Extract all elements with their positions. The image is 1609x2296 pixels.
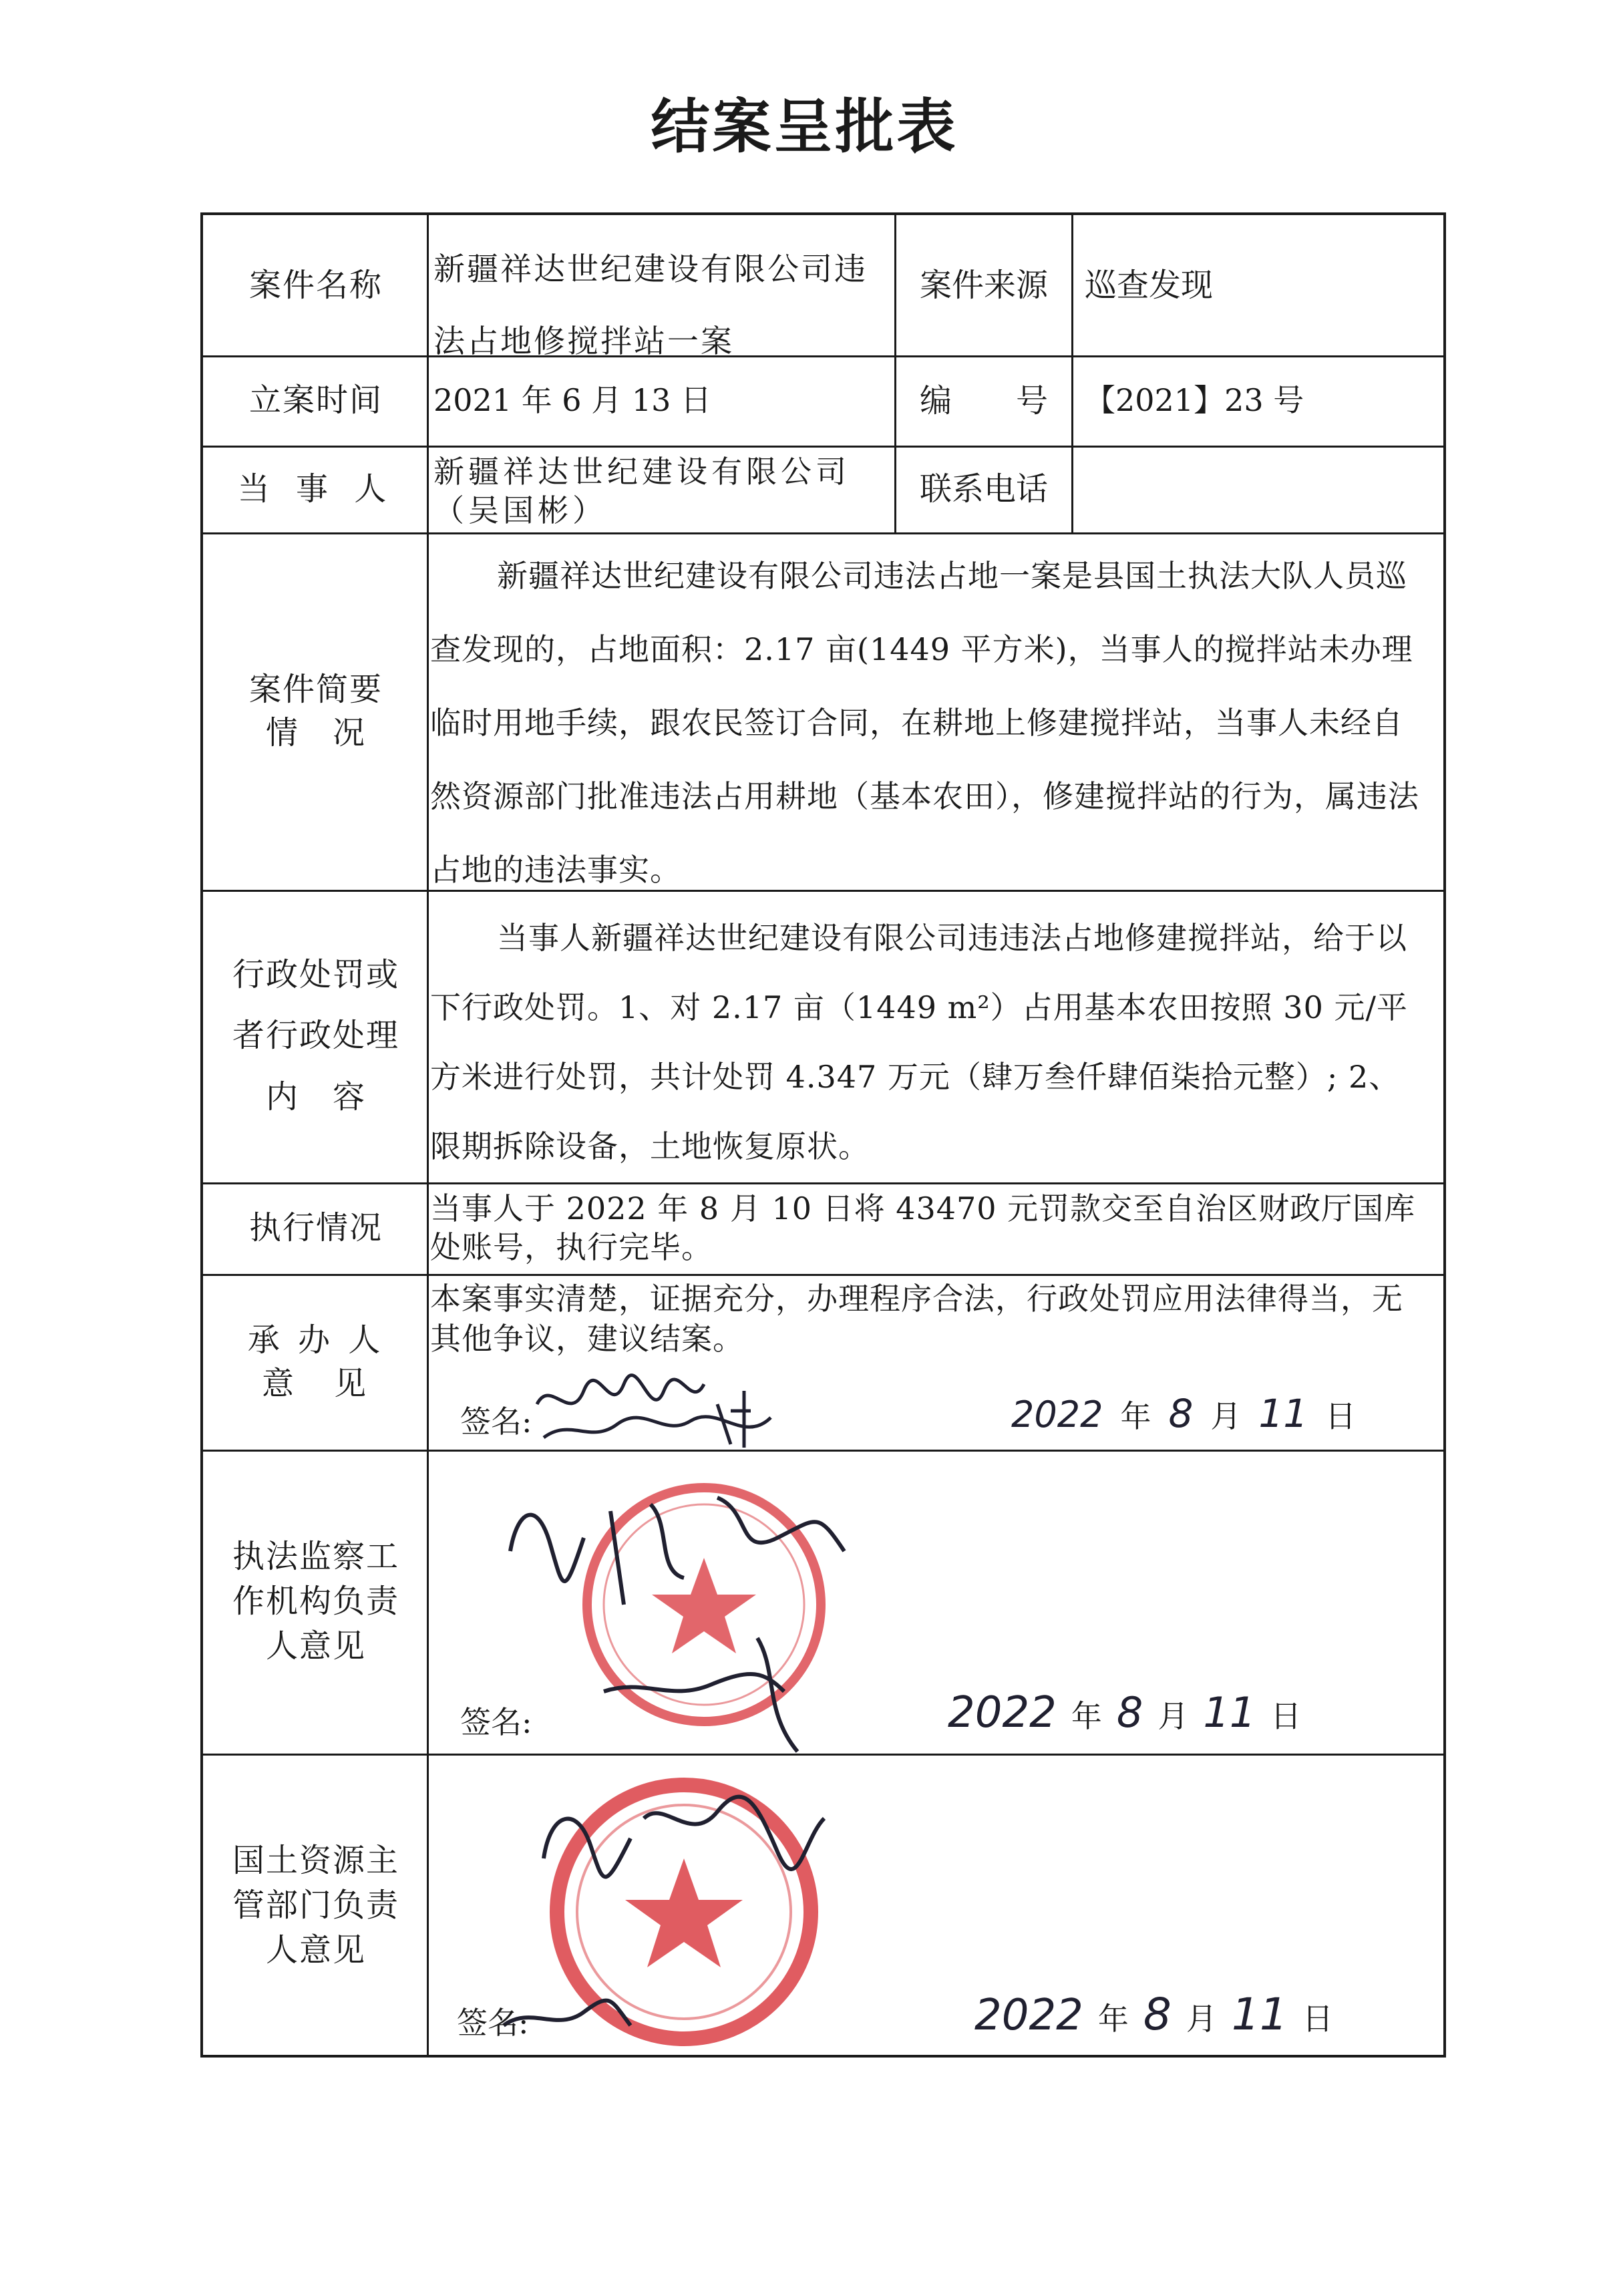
handler-date (1011, 1391, 1356, 1436)
summary-label-line: 案件简要 (248, 670, 383, 708)
handler-date-year: 2022 (1011, 1393, 1103, 1436)
supervision-sign-label: 签名: (460, 1704, 532, 1740)
handler-signature-icon (530, 1364, 811, 1451)
penalty-label-line: 内 容 (265, 1078, 366, 1116)
execution-label: 执行情况 (248, 1209, 383, 1247)
department-date-unit: 日 (1302, 2001, 1333, 2037)
phone-value (1085, 446, 1432, 532)
handler-date-unit: 年 (1120, 1398, 1151, 1434)
column-divider (894, 215, 896, 532)
department-date-unit: 月 (1186, 2001, 1217, 2037)
page-title: 结案呈批表 (651, 92, 958, 161)
handler-date-month: 8 (1168, 1391, 1194, 1436)
department-date-month: 8 (1143, 1989, 1172, 2040)
department-sign-label: 签名: (457, 2005, 529, 2041)
department-date-unit: 年 (1097, 2001, 1129, 2037)
supervision-date-year: 2022 (948, 1688, 1057, 1738)
phone-label: 联系电话 (919, 470, 1048, 508)
party-value: 新疆祥达世纪建设有限公司（吴国彬） (433, 454, 850, 528)
case-source-label: 案件来源 (919, 267, 1048, 304)
summary-label (203, 532, 429, 890)
handler-sign-label: 签名: (460, 1404, 532, 1440)
handler-label (203, 1274, 429, 1450)
department-label-line: 国土资源主 (232, 1841, 399, 1879)
department-seal-icon (490, 1758, 864, 2066)
number-value: 【2021】23 号 (1085, 382, 1304, 418)
supervision-date-unit: 月 (1157, 1698, 1189, 1734)
case-name-label: 案件名称 (248, 266, 383, 304)
execution-text: 当事人于 2022 年 8 月 10 日将 43470 元罚款交至自治区财政厅国库处账号，执行完毕。 (430, 1190, 1416, 1265)
approval-form-table (200, 212, 1446, 2058)
summary-label-line: 情 况 (265, 713, 366, 752)
penalty-label (203, 890, 429, 1182)
filing-time-label: 立案时间 (248, 381, 383, 420)
supervision-date-month: 8 (1116, 1688, 1143, 1737)
department-label (203, 1754, 429, 2058)
supervision-date-day: 11 (1203, 1688, 1256, 1737)
handler-date-unit: 日 (1325, 1398, 1357, 1434)
supervision-date (948, 1688, 1301, 1738)
summary-text: 新疆祥达世纪建设有限公司违法占地一案是县国土执法大队人员巡查发现的，占地面积：2.17 亩(1449 平方米)，当事人的搅拌站未办理临时用地手续，跟农民签订合同，在耕地上修建搅拌站，当事人未经自然资源部门批准违法占用耕地（基本农田），修建搅拌站的行为，属违法占地的违法事实。 (430, 558, 1419, 888)
department-label-line: 人意见 (265, 1931, 366, 1969)
supervision-date-unit: 日 (1270, 1698, 1302, 1734)
supervision-date-unit: 年 (1071, 1698, 1102, 1734)
penalty-text: 当事人新疆祥达世纪建设有限公司违违法占地修建搅拌站，给于以下行政处罚。1、对 2.17 亩（1449 m²）占用基本农田按照 30 元/平方米进行处罚，共计处罚 4.347 万元（肆万叁仟肆佰柒拾元整）; 2、限期拆除设备，土地恢复原状。 (430, 920, 1408, 1164)
handler-label-line: 承 办 人 (247, 1321, 385, 1359)
supervision-label-line: 作机构负责 (232, 1582, 399, 1620)
handler-text: 本案事实清楚，证据充分，办理程序合法，行政处罚应用法律得当，无其他争议，建议结案。 (430, 1281, 1403, 1357)
filing-time-value: 2021 年 6 月 13 日 (433, 382, 711, 418)
supervision-seal-icon (497, 1471, 898, 1778)
column-divider (1071, 215, 1073, 532)
penalty-label-line: 行政处罚或 (232, 956, 399, 994)
department-date-year: 2022 (974, 1991, 1083, 2040)
handler-date-unit: 月 (1210, 1398, 1242, 1434)
supervision-label-line: 人意见 (265, 1627, 366, 1665)
number-label: 编 号 (919, 381, 1048, 420)
department-date-day: 11 (1231, 1989, 1288, 2040)
penalty-label-line: 者行政处理 (232, 1017, 399, 1055)
handler-date-day: 11 (1258, 1391, 1308, 1436)
handler-label-line: 意 见 (261, 1364, 370, 1402)
department-label-line: 管部门负责 (232, 1886, 399, 1924)
case-name-value: 新疆祥达世纪建设有限公司违法占地修搅拌站一案 (433, 251, 868, 360)
case-source-value: 巡查发现 (1085, 267, 1214, 304)
party-label: 当 事 人 (237, 470, 395, 508)
supervision-label-line: 执法监察工 (232, 1537, 399, 1575)
supervision-label (203, 1450, 429, 1754)
department-date (974, 1989, 1333, 2040)
